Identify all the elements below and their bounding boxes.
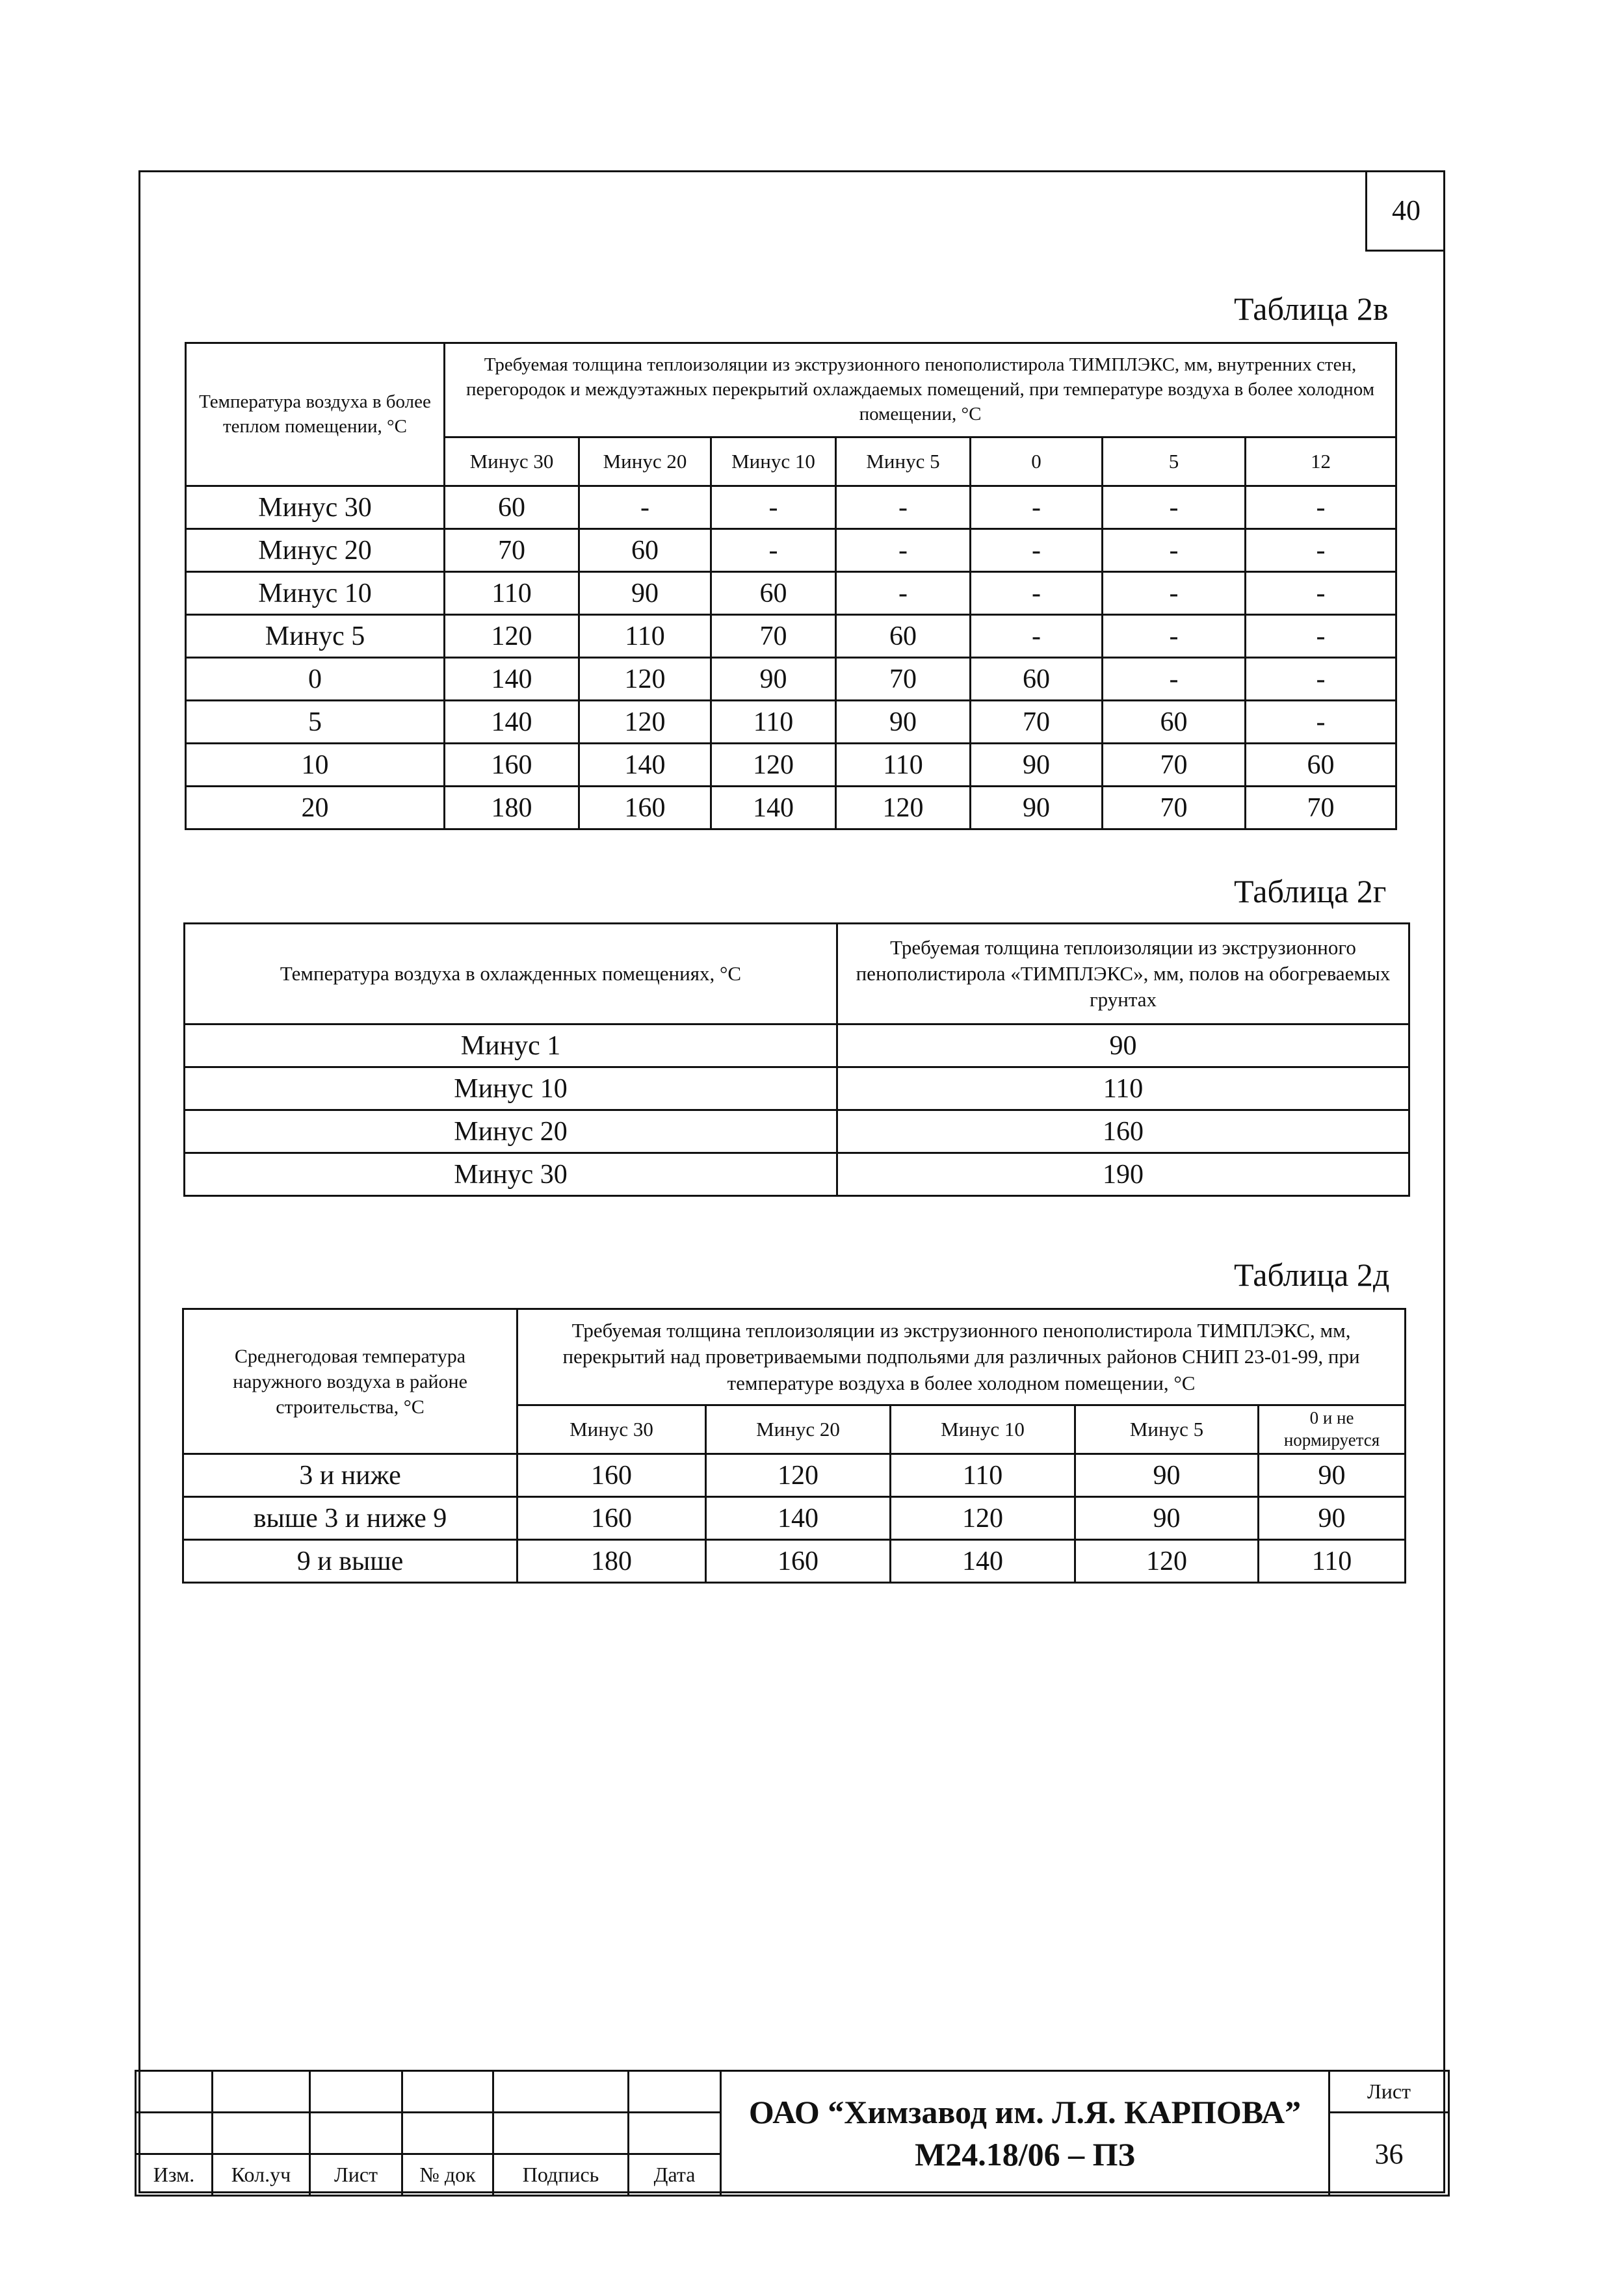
table-2v-caption: Таблица 2в: [1234, 291, 1389, 327]
table-2g-caption: Таблица 2г: [1234, 873, 1387, 909]
title-block: [135, 2070, 1450, 2197]
value-cell: 160: [445, 744, 579, 787]
value-cell: 70: [1103, 744, 1246, 787]
value-cell: 110: [836, 744, 971, 787]
table-2g-row: [185, 1067, 1409, 1110]
row-label-cell: 0: [186, 658, 445, 701]
table-2d-col-label: Минус 30: [517, 1405, 706, 1454]
value-cell: 90: [1259, 1497, 1406, 1540]
stamp-label-doc-no: № док: [402, 2154, 493, 2196]
table-2d-col-label: 0 и не нормируется: [1259, 1405, 1406, 1454]
value-cell: -: [1103, 486, 1246, 529]
table-2g-row: [185, 1024, 1409, 1067]
value-cell: 140: [445, 701, 579, 744]
value-cell: 140: [711, 787, 836, 829]
value-cell: -: [1103, 529, 1246, 572]
value-cell: 140: [579, 744, 711, 787]
table-2v-row: [186, 529, 1396, 572]
value-cell: 60: [836, 615, 971, 658]
table-2v-col-label: Минус 5: [836, 437, 971, 486]
value-cell: 90: [837, 1024, 1409, 1067]
table-2v-row: [186, 572, 1396, 615]
row-label-cell: Минус 30: [185, 1153, 837, 1196]
table-2d-row: [183, 1540, 1406, 1583]
value-cell: -: [711, 529, 836, 572]
value-cell: 60: [1246, 744, 1396, 787]
organization-name: ОАО “Химзавод им. Л.Я. КАРПОВА”: [748, 2093, 1302, 2130]
value-cell: 60: [579, 529, 711, 572]
value-cell: 120: [706, 1454, 891, 1497]
sheet-label: Лист: [1329, 2071, 1449, 2113]
row-label-cell: Минус 10: [186, 572, 445, 615]
row-label-cell: Минус 10: [185, 1067, 837, 1110]
stamp-label-sheet: Лист: [310, 2154, 402, 2196]
value-cell: 110: [837, 1067, 1409, 1110]
value-cell: 70: [445, 529, 579, 572]
sheet-number: 36: [1329, 2113, 1449, 2196]
row-label-cell: Минус 30: [186, 486, 445, 529]
table-2v-row: [186, 615, 1396, 658]
value-cell: 90: [836, 701, 971, 744]
table-2v-col-label: 0: [971, 437, 1103, 486]
table-2v-row-header: Температура воздуха в более теплом помещении, °С: [186, 343, 445, 486]
table-2d: [182, 1308, 1406, 1584]
value-cell: -: [971, 615, 1103, 658]
value-cell: 160: [837, 1110, 1409, 1153]
value-cell: -: [1103, 615, 1246, 658]
document-code: М24.18/06 – ПЗ: [915, 2135, 1135, 2172]
value-cell: -: [836, 529, 971, 572]
row-label-cell: Минус 20: [186, 529, 445, 572]
value-cell: 60: [711, 572, 836, 615]
stamp-label-count: Кол.уч: [213, 2154, 310, 2196]
value-cell: -: [1246, 701, 1396, 744]
table-2d-row: [183, 1454, 1406, 1497]
value-cell: 90: [711, 658, 836, 701]
stamp-title: [721, 2071, 1329, 2196]
value-cell: 90: [971, 744, 1103, 787]
value-cell: -: [836, 572, 971, 615]
value-cell: -: [1246, 486, 1396, 529]
row-label-cell: 3 и ниже: [183, 1454, 517, 1497]
row-label-cell: 10: [186, 744, 445, 787]
row-label-cell: выше 3 и ниже 9: [183, 1497, 517, 1540]
value-cell: -: [579, 486, 711, 529]
table-2v-row: [186, 658, 1396, 701]
value-cell: 60: [445, 486, 579, 529]
value-cell: 120: [579, 658, 711, 701]
value-cell: 60: [1103, 701, 1246, 744]
table-2d-col-header: Требуемая толщина теплоизоляции из экструзионного пенополистирола ТИМПЛЭКС, мм, перекрытий над проветриваемыми подпольями для различных районов СНИП 23-01-99, при температуре воздуха в более холодном помещении, °С: [517, 1309, 1406, 1405]
table-2v: [185, 342, 1397, 830]
table-2d-col-label: Минус 5: [1075, 1405, 1259, 1454]
value-cell: 90: [1075, 1497, 1259, 1540]
row-label-cell: Минус 20: [185, 1110, 837, 1153]
value-cell: 120: [445, 615, 579, 658]
value-cell: -: [971, 486, 1103, 529]
page-number: 40: [1365, 170, 1445, 252]
value-cell: 90: [1075, 1454, 1259, 1497]
value-cell: 120: [579, 701, 711, 744]
value-cell: -: [1246, 572, 1396, 615]
table-2v-col-label: Минус 20: [579, 437, 711, 486]
value-cell: -: [1246, 658, 1396, 701]
value-cell: 70: [971, 701, 1103, 744]
row-label-cell: 5: [186, 701, 445, 744]
value-cell: 70: [1103, 787, 1246, 829]
row-label-cell: 9 и выше: [183, 1540, 517, 1583]
table-2g-row: [185, 1153, 1409, 1196]
value-cell: 140: [706, 1497, 891, 1540]
value-cell: 140: [445, 658, 579, 701]
table-2d-col-label: Минус 20: [706, 1405, 891, 1454]
value-cell: -: [971, 572, 1103, 615]
table-2d-col-label: Минус 10: [891, 1405, 1075, 1454]
value-cell: 120: [711, 744, 836, 787]
value-cell: 180: [445, 787, 579, 829]
value-cell: 160: [579, 787, 711, 829]
table-2g-row: [185, 1110, 1409, 1153]
value-cell: 110: [445, 572, 579, 615]
value-cell: 120: [836, 787, 971, 829]
stamp-label-change: Изм.: [136, 2154, 213, 2196]
table-2v-row: [186, 787, 1396, 829]
value-cell: 60: [971, 658, 1103, 701]
stamp-label-signature: Подпись: [493, 2154, 629, 2196]
value-cell: -: [1246, 529, 1396, 572]
value-cell: 90: [971, 787, 1103, 829]
value-cell: 110: [1259, 1540, 1406, 1583]
value-cell: -: [1246, 615, 1396, 658]
value-cell: -: [1103, 572, 1246, 615]
value-cell: -: [1103, 658, 1246, 701]
table-2v-col-label: 5: [1103, 437, 1246, 486]
table-2v-col-label: Минус 10: [711, 437, 836, 486]
table-2g-col1-header: Температура воздуха в охлажденных помещениях, °С: [185, 924, 837, 1024]
row-label-cell: Минус 1: [185, 1024, 837, 1067]
value-cell: 120: [1075, 1540, 1259, 1583]
table-2v-row: [186, 486, 1396, 529]
value-cell: -: [836, 486, 971, 529]
value-cell: 110: [579, 615, 711, 658]
table-2d-row: [183, 1497, 1406, 1540]
value-cell: 70: [1246, 787, 1396, 829]
row-label-cell: 20: [186, 787, 445, 829]
table-2g-col2-header: Требуемая толщина теплоизоляции из экструзионного пенополистирола «ТИМПЛЭКС», мм, полов на обогреваемых грунтах: [837, 924, 1409, 1024]
value-cell: 90: [579, 572, 711, 615]
value-cell: 160: [517, 1454, 706, 1497]
value-cell: 70: [836, 658, 971, 701]
value-cell: 140: [891, 1540, 1075, 1583]
value-cell: 120: [891, 1497, 1075, 1540]
value-cell: -: [971, 529, 1103, 572]
stamp-label-date: Дата: [629, 2154, 721, 2196]
table-2v-col-header: Требуемая толщина теплоизоляции из экструзионного пенополистирола ТИМПЛЭКС, мм, внутренних стен, перегородок и междуэтажных перекрытий охлаждаемых помещений, при температуре воздуха в более холодном помещении, °С: [445, 343, 1396, 437]
value-cell: 160: [517, 1497, 706, 1540]
value-cell: 110: [711, 701, 836, 744]
value-cell: 70: [711, 615, 836, 658]
value-cell: 110: [891, 1454, 1075, 1497]
value-cell: 180: [517, 1540, 706, 1583]
value-cell: 160: [706, 1540, 891, 1583]
table-2v-row: [186, 701, 1396, 744]
table-2d-caption: Таблица 2д: [1234, 1257, 1390, 1293]
value-cell: 90: [1259, 1454, 1406, 1497]
value-cell: 190: [837, 1153, 1409, 1196]
row-label-cell: Минус 5: [186, 615, 445, 658]
table-2v-col-label: Минус 30: [445, 437, 579, 486]
table-2d-row-header: Среднегодовая температура наружного воздуха в районе строительства, °С: [183, 1309, 517, 1454]
table-2g: [183, 922, 1410, 1197]
table-2v-row: [186, 744, 1396, 787]
table-2v-col-label: 12: [1246, 437, 1396, 486]
value-cell: -: [711, 486, 836, 529]
